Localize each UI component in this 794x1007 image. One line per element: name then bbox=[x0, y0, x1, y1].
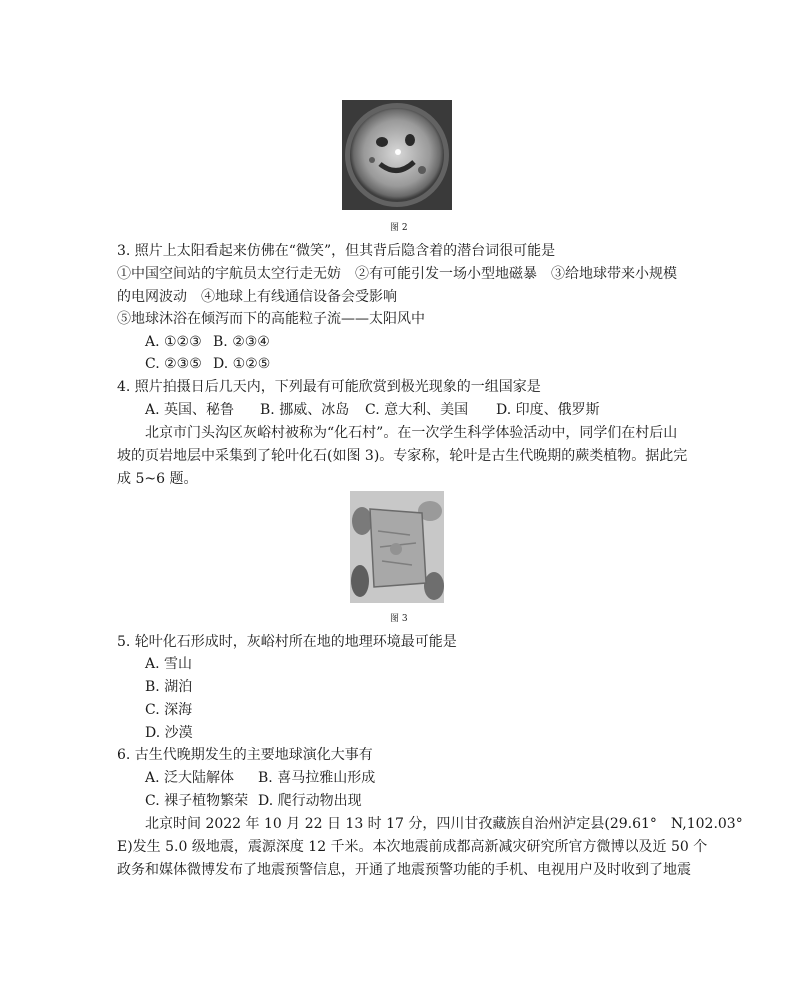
question-5-stem: 5. 轮叶化石形成时，灰峪村所在地的地理环境最可能是 bbox=[117, 634, 457, 650]
figure-3-caption: 图 3 bbox=[390, 614, 408, 624]
question-5-option-a: A. 雪山 bbox=[145, 656, 193, 672]
figure-2-sun-image bbox=[342, 100, 452, 210]
intro-5-6-paragraph-line: 北京市门头沟区灰峪村被称为“化石村”。在一次学生科学体验活动中，同学们在村后山 bbox=[145, 425, 678, 441]
question-4-stem: 4. 照片拍摄日后几天内，下列最有可能欣赏到极光现象的一组国家是 bbox=[117, 379, 541, 395]
earthquake-paragraph-line: 政务和媒体微博发布了地震预警信息，开通了地震预警功能的手机、电视用户及时收到了地震 bbox=[117, 862, 691, 878]
question-3-option-b: B. ②③④ bbox=[213, 334, 270, 350]
question-3-statement-line: ①中国空间站的宇航员太空行走无妨 ②有可能引发一场小型地磁暴 ③给地球带来小规模 bbox=[117, 266, 677, 282]
question-3-option-c: C. ②③⑤ bbox=[145, 356, 202, 372]
question-4-option-d: D. 印度、俄罗斯 bbox=[496, 402, 600, 418]
question-6-option-c: C. 裸子植物繁荣 bbox=[145, 793, 249, 809]
question-6-stem: 6. 古生代晚期发生的主要地球演化大事有 bbox=[117, 747, 373, 763]
sun-photo-icon bbox=[342, 100, 452, 210]
question-6-option-d: D. 爬行动物出现 bbox=[258, 793, 362, 809]
question-4-option-b: B. 挪威、冰岛 bbox=[260, 402, 350, 418]
question-3-option-d: D. ①②⑤ bbox=[213, 356, 271, 372]
question-3-statement-line: ⑤地球沐浴在倾泻而下的高能粒子流——太阳风中 bbox=[117, 311, 425, 327]
question-6-option-a: A. 泛大陆解体 bbox=[145, 770, 235, 786]
earthquake-paragraph-line: E)发生 5.0 级地震，震源深度 12 千米。本次地震前成都高新减灾研究所官方微博以及近 50 个 bbox=[117, 839, 708, 855]
intro-5-6-paragraph-line: 坡的页岩地层中采集到了轮叶化石(如图 3)。专家称，轮叶是古生代晚期的蕨类植物。据此完 bbox=[117, 448, 688, 464]
question-5-option-b: B. 湖泊 bbox=[145, 679, 193, 695]
earthquake-paragraph-line: 北京时间 2022 年 10 月 22 日 13 时 17 分，四川甘孜藏族自治州泸定县(29.61° N,102.03° bbox=[145, 816, 743, 832]
intro-5-6-paragraph-line: 成 5~6 题。 bbox=[117, 471, 198, 487]
question-3-statement-line: 的电网波动 ④地球上有线通信设备会受影响 bbox=[117, 289, 397, 305]
question-6-option-b: B. 喜马拉雅山形成 bbox=[258, 770, 376, 786]
question-4-option-a: A. 英国、秘鲁 bbox=[145, 402, 235, 418]
question-5-option-d: D. 沙漠 bbox=[145, 725, 193, 741]
question-5-option-c: C. 深海 bbox=[145, 702, 193, 718]
question-3-option-a: A. ①②③ bbox=[145, 334, 202, 350]
figure-2-caption: 图 2 bbox=[390, 223, 408, 233]
fossil-photo-icon bbox=[350, 491, 444, 603]
figure-3-fossil-image bbox=[350, 491, 444, 603]
question-4-option-c: C. 意大利、美国 bbox=[365, 402, 469, 418]
question-3-stem: 3. 照片上太阳看起来仿佛在“微笑”，但其背后隐含着的潜台词很可能是 bbox=[117, 243, 556, 259]
